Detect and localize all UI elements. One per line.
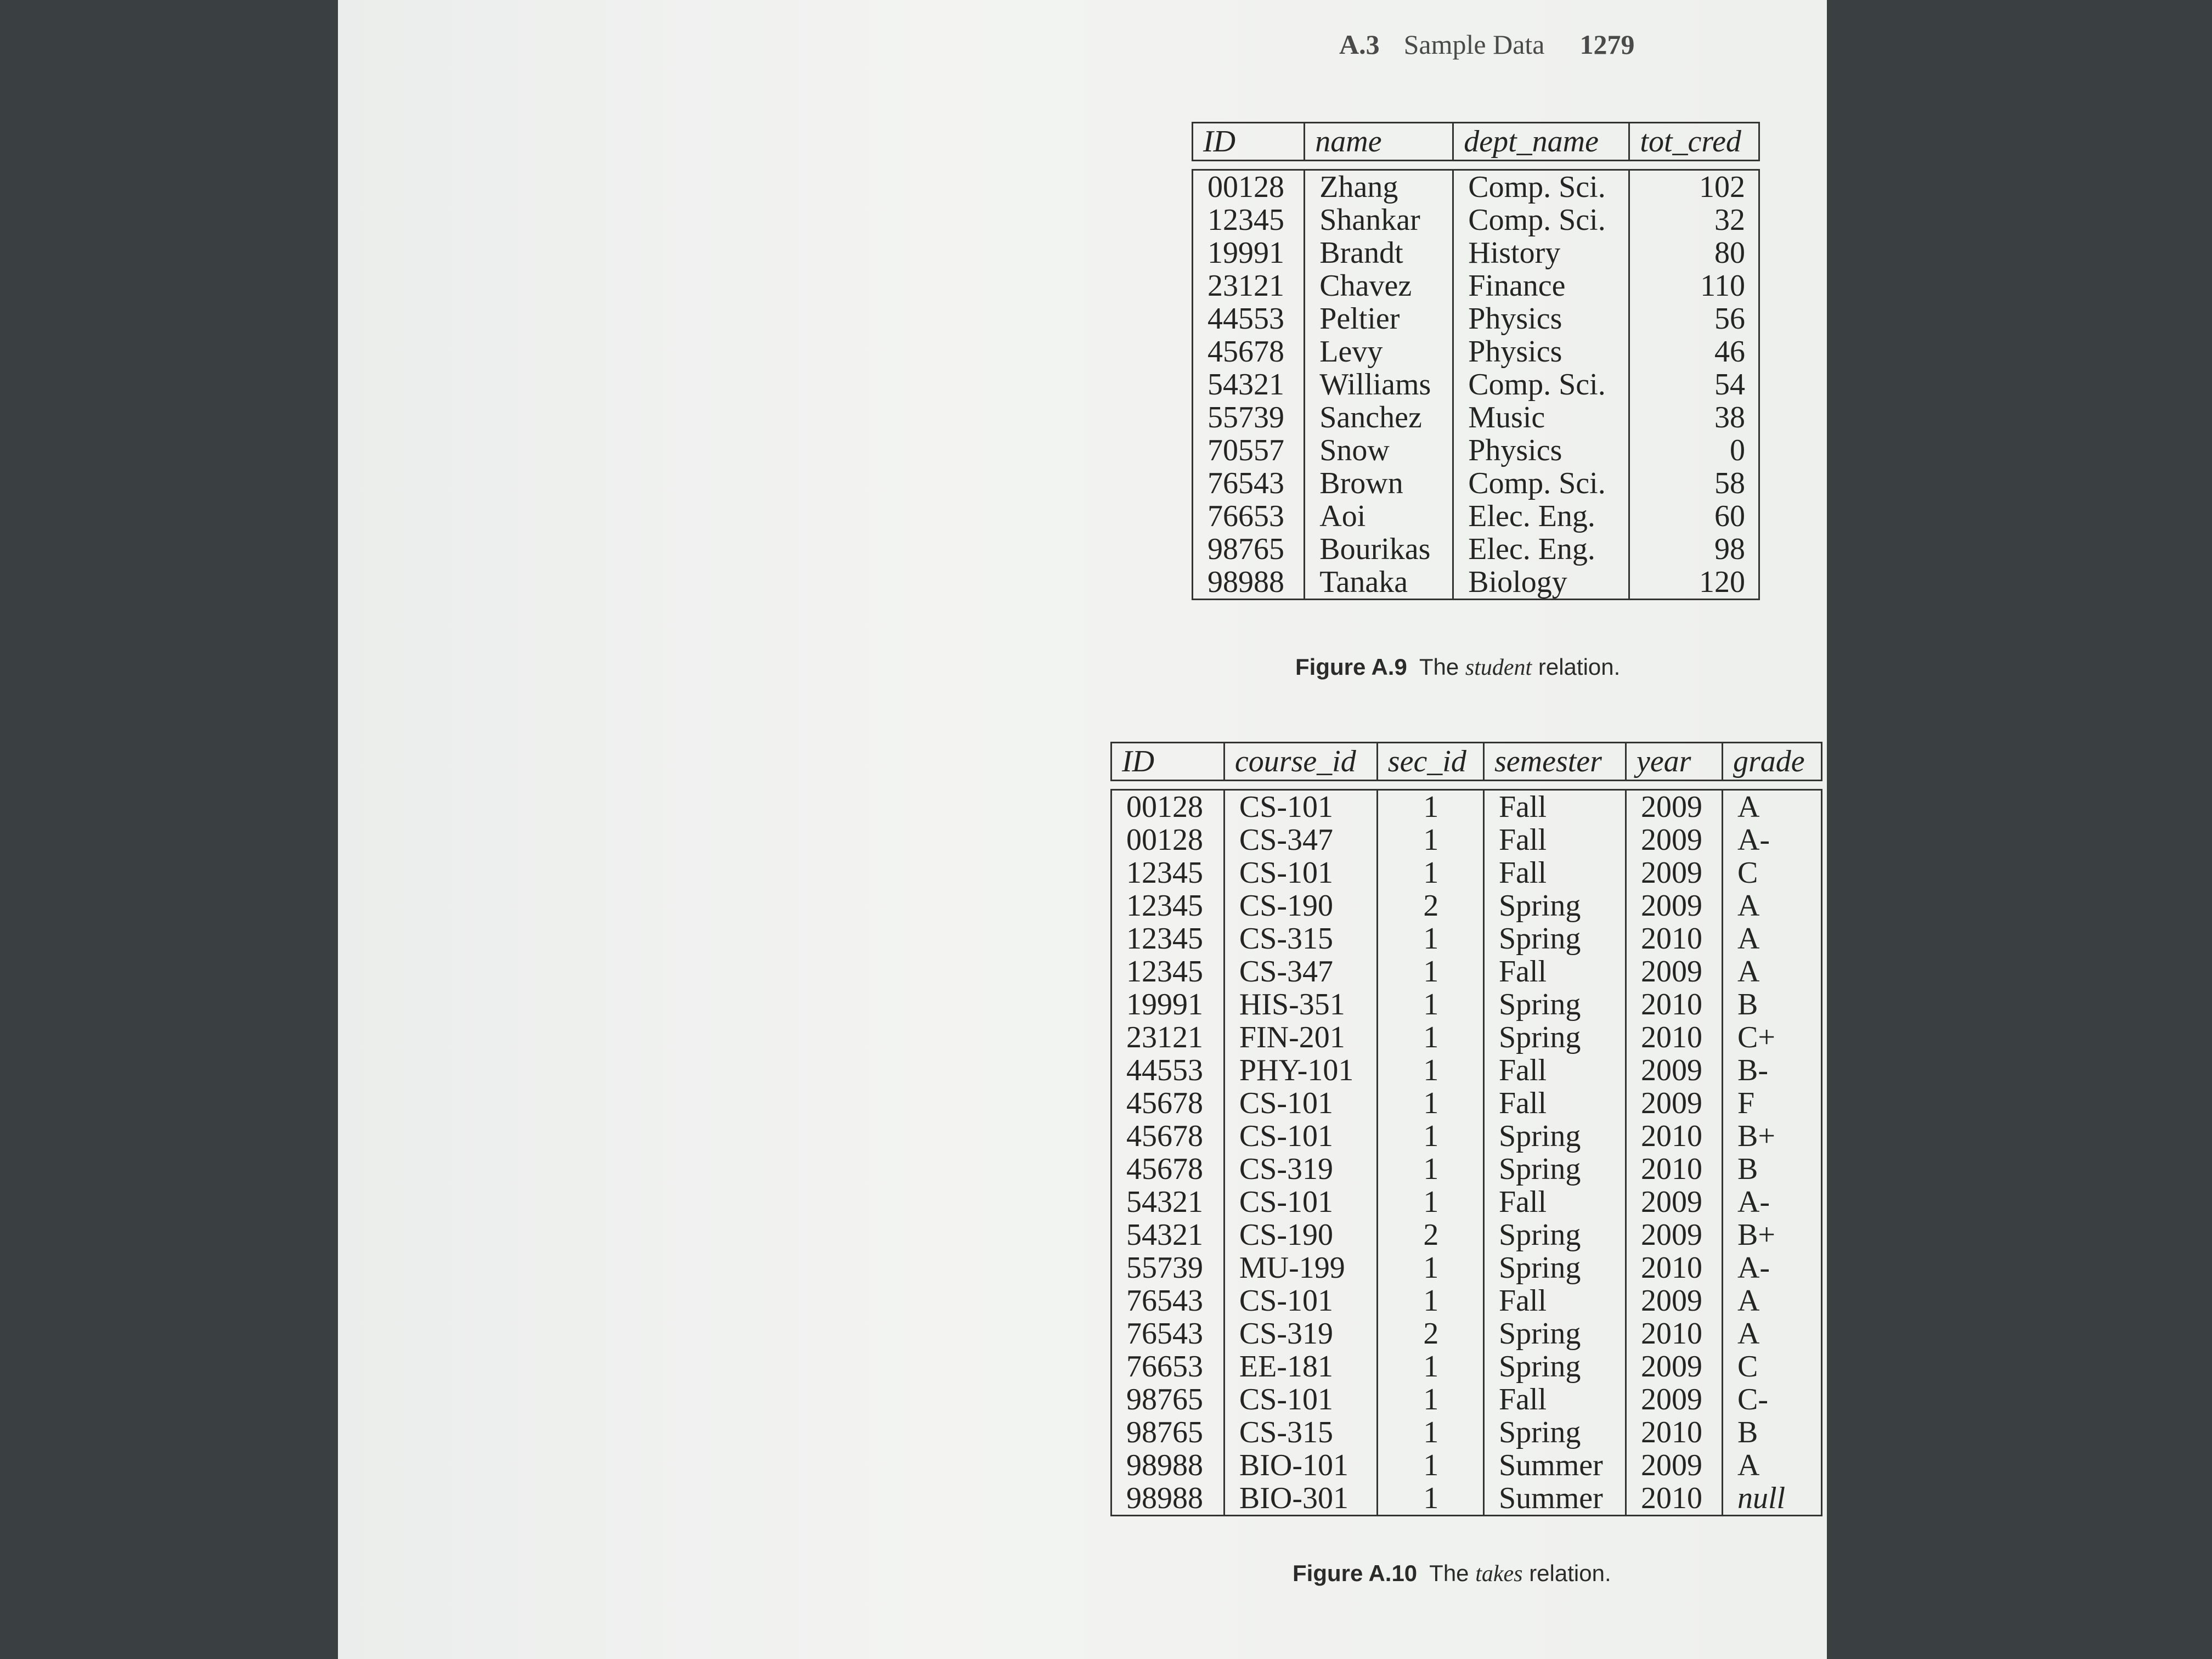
table-row	[1111, 1153, 1822, 1186]
tot-cred-cell: 38	[1629, 401, 1759, 434]
sec-id-cell: 1	[1377, 1416, 1483, 1449]
sec-id-cell: 2	[1377, 1317, 1483, 1350]
id-cell: 44553	[1193, 302, 1305, 335]
id-cell: 12345	[1111, 955, 1224, 988]
sec-id-cell: 1	[1377, 1054, 1483, 1087]
table-row	[1111, 1317, 1822, 1350]
table-row	[1193, 204, 1759, 236]
year-cell: 2009	[1626, 1449, 1722, 1482]
grade-cell: A	[1722, 1284, 1821, 1317]
student-col-name: name	[1305, 123, 1453, 161]
semester-cell: Spring	[1484, 1120, 1626, 1153]
year-cell: 2010	[1626, 1021, 1722, 1054]
running-head	[1339, 29, 1634, 60]
table-row	[1193, 335, 1759, 368]
course-id-cell: CS-101	[1224, 1186, 1377, 1218]
id-cell: 76543	[1111, 1284, 1224, 1317]
year-cell: 2009	[1626, 1383, 1722, 1416]
year-cell: 2009	[1626, 1350, 1722, 1383]
year-cell: 2009	[1626, 1186, 1722, 1218]
table-row	[1111, 1350, 1822, 1383]
semester-cell: Fall	[1484, 823, 1626, 856]
year-cell: 2010	[1626, 1251, 1722, 1284]
course-id-cell: CS-101	[1224, 790, 1377, 824]
student-col-id: ID	[1193, 123, 1305, 161]
semester-cell: Fall	[1484, 1054, 1626, 1087]
tot-cred-cell: 120	[1629, 566, 1759, 600]
figure-a9-caption	[1295, 654, 1620, 681]
name-cell: Snow	[1305, 434, 1453, 467]
id-cell: 00128	[1111, 790, 1224, 824]
year-cell: 2009	[1626, 955, 1722, 988]
grade-cell: B	[1722, 1416, 1821, 1449]
sec-id-cell: 1	[1377, 1383, 1483, 1416]
name-cell: Chavez	[1305, 269, 1453, 302]
dept-name-cell: Music	[1453, 401, 1629, 434]
table-row	[1193, 434, 1759, 467]
id-cell: 12345	[1111, 922, 1224, 955]
semester-cell: Spring	[1484, 1021, 1626, 1054]
sec-id-cell: 1	[1377, 790, 1483, 824]
semester-cell: Fall	[1484, 1087, 1626, 1120]
id-cell: 00128	[1111, 823, 1224, 856]
section-title: Sample Data	[1403, 29, 1545, 60]
table-row	[1111, 889, 1822, 922]
course-id-cell: CS-315	[1224, 922, 1377, 955]
table-row	[1111, 1021, 1822, 1054]
tot-cred-cell: 0	[1629, 434, 1759, 467]
semester-cell: Spring	[1484, 1251, 1626, 1284]
dept-name-cell: Comp. Sci.	[1453, 368, 1629, 401]
sec-id-cell: 1	[1377, 856, 1483, 889]
takes-col-id: ID	[1111, 743, 1224, 781]
table-row	[1193, 269, 1759, 302]
year-cell: 2009	[1626, 1054, 1722, 1087]
tot-cred-cell: 32	[1629, 204, 1759, 236]
course-id-cell: CS-190	[1224, 889, 1377, 922]
sec-id-cell: 1	[1377, 1186, 1483, 1218]
table-row	[1111, 856, 1822, 889]
figure-label: Figure A.10	[1293, 1560, 1418, 1586]
grade-cell: A-	[1722, 1251, 1821, 1284]
student-table-body	[1193, 170, 1759, 600]
table-row	[1193, 236, 1759, 269]
sec-id-cell: 1	[1377, 988, 1483, 1021]
table-row	[1193, 368, 1759, 401]
id-cell: 00128	[1193, 170, 1305, 204]
sec-id-cell: 1	[1377, 823, 1483, 856]
table-row	[1193, 302, 1759, 335]
course-id-cell: CS-190	[1224, 1218, 1377, 1251]
sec-id-cell: 1	[1377, 1153, 1483, 1186]
course-id-cell: PHY-101	[1224, 1054, 1377, 1087]
course-id-cell: FIN-201	[1224, 1021, 1377, 1054]
course-id-cell: CS-101	[1224, 1087, 1377, 1120]
takes-col-year: year	[1626, 743, 1722, 781]
dept-name-cell: Physics	[1453, 302, 1629, 335]
id-cell: 76543	[1193, 467, 1305, 500]
year-cell: 2010	[1626, 1416, 1722, 1449]
id-cell: 55739	[1193, 401, 1305, 434]
grade-cell: A-	[1722, 823, 1821, 856]
table-row	[1193, 533, 1759, 566]
course-id-cell: CS-347	[1224, 955, 1377, 988]
course-id-cell: CS-315	[1224, 1416, 1377, 1449]
grade-cell: B	[1722, 1153, 1821, 1186]
course-id-cell: CS-101	[1224, 1383, 1377, 1416]
year-cell: 2010	[1626, 1153, 1722, 1186]
year-cell: 2009	[1626, 856, 1722, 889]
table-row	[1111, 1449, 1822, 1482]
id-cell: 98988	[1193, 566, 1305, 600]
tot-cred-cell: 102	[1629, 170, 1759, 204]
course-id-cell: CS-101	[1224, 856, 1377, 889]
year-cell: 2009	[1626, 889, 1722, 922]
grade-cell: B-	[1722, 1054, 1821, 1087]
grade-cell: C	[1722, 856, 1821, 889]
course-id-cell: CS-319	[1224, 1317, 1377, 1350]
takes-col-semester: semester	[1484, 743, 1626, 781]
sec-id-cell: 1	[1377, 1449, 1483, 1482]
table-row	[1111, 955, 1822, 988]
semester-cell: Spring	[1484, 1153, 1626, 1186]
id-cell: 70557	[1193, 434, 1305, 467]
figure-label: Figure A.9	[1295, 654, 1407, 680]
tot-cred-cell: 56	[1629, 302, 1759, 335]
student-header-row	[1193, 123, 1759, 161]
sec-id-cell: 1	[1377, 922, 1483, 955]
tot-cred-cell: 98	[1629, 533, 1759, 566]
dept-name-cell: Physics	[1453, 335, 1629, 368]
course-id-cell: CS-319	[1224, 1153, 1377, 1186]
caption-text-after: relation.	[1529, 1560, 1611, 1586]
id-cell: 12345	[1111, 856, 1224, 889]
student-col-dept-name: dept_name	[1453, 123, 1629, 161]
semester-cell: Fall	[1484, 856, 1626, 889]
id-cell: 12345	[1111, 889, 1224, 922]
year-cell: 2010	[1626, 1317, 1722, 1350]
course-id-cell: CS-101	[1224, 1284, 1377, 1317]
header-gap	[1193, 161, 1759, 170]
table-row	[1111, 1416, 1822, 1449]
id-cell: 54321	[1193, 368, 1305, 401]
name-cell: Bourikas	[1305, 533, 1453, 566]
year-cell: 2009	[1626, 1087, 1722, 1120]
dept-name-cell: History	[1453, 236, 1629, 269]
table-row	[1111, 988, 1822, 1021]
tot-cred-cell: 46	[1629, 335, 1759, 368]
grade-cell: null	[1722, 1482, 1821, 1516]
caption-relation-name: takes	[1475, 1561, 1523, 1587]
semester-cell: Fall	[1484, 1383, 1626, 1416]
name-cell: Brown	[1305, 467, 1453, 500]
tot-cred-cell: 80	[1629, 236, 1759, 269]
table-row	[1111, 1186, 1822, 1218]
table-row	[1111, 823, 1822, 856]
id-cell: 98988	[1111, 1482, 1224, 1516]
dept-name-cell: Elec. Eng.	[1453, 500, 1629, 533]
sec-id-cell: 1	[1377, 1087, 1483, 1120]
sec-id-cell: 2	[1377, 889, 1483, 922]
semester-cell: Fall	[1484, 1186, 1626, 1218]
table-row	[1111, 1218, 1822, 1251]
course-id-cell: HIS-351	[1224, 988, 1377, 1021]
sec-id-cell: 2	[1377, 1218, 1483, 1251]
id-cell: 54321	[1111, 1218, 1224, 1251]
student-col-tot-cred: tot_cred	[1629, 123, 1759, 161]
course-id-cell: BIO-301	[1224, 1482, 1377, 1516]
course-id-cell: MU-199	[1224, 1251, 1377, 1284]
tot-cred-cell: 60	[1629, 500, 1759, 533]
grade-cell: A	[1722, 922, 1821, 955]
dept-name-cell: Comp. Sci.	[1453, 170, 1629, 204]
id-cell: 45678	[1193, 335, 1305, 368]
semester-cell: Spring	[1484, 1317, 1626, 1350]
tot-cred-cell: 110	[1629, 269, 1759, 302]
name-cell: Shankar	[1305, 204, 1453, 236]
year-cell: 2009	[1626, 1284, 1722, 1317]
dept-name-cell: Finance	[1453, 269, 1629, 302]
name-cell: Peltier	[1305, 302, 1453, 335]
name-cell: Levy	[1305, 335, 1453, 368]
name-cell: Tanaka	[1305, 566, 1453, 600]
table-row	[1193, 170, 1759, 204]
grade-cell: A-	[1722, 1186, 1821, 1218]
table-row	[1111, 1087, 1822, 1120]
grade-cell: F	[1722, 1087, 1821, 1120]
table-row	[1193, 401, 1759, 434]
grade-cell: B+	[1722, 1218, 1821, 1251]
id-cell: 76653	[1111, 1350, 1224, 1383]
figure-a10-caption	[1293, 1560, 1611, 1587]
semester-cell: Fall	[1484, 790, 1626, 824]
id-cell: 23121	[1111, 1021, 1224, 1054]
semester-cell: Spring	[1484, 922, 1626, 955]
id-cell: 44553	[1111, 1054, 1224, 1087]
table-row	[1111, 922, 1822, 955]
semester-cell: Fall	[1484, 955, 1626, 988]
grade-cell: A	[1722, 1317, 1821, 1350]
grade-cell: C	[1722, 1350, 1821, 1383]
id-cell: 54321	[1111, 1186, 1224, 1218]
table-row	[1111, 1482, 1822, 1516]
id-cell: 12345	[1193, 204, 1305, 236]
semester-cell: Spring	[1484, 1350, 1626, 1383]
table-row	[1111, 1054, 1822, 1087]
id-cell: 55739	[1111, 1251, 1224, 1284]
dept-name-cell: Comp. Sci.	[1453, 204, 1629, 236]
dept-name-cell: Biology	[1453, 566, 1629, 600]
caption-text-before: The	[1419, 654, 1459, 680]
sec-id-cell: 1	[1377, 1251, 1483, 1284]
takes-header-row	[1111, 743, 1822, 781]
book-page	[338, 0, 1827, 1659]
id-cell: 19991	[1111, 988, 1224, 1021]
takes-col-sec-id: sec_id	[1377, 743, 1483, 781]
semester-cell: Fall	[1484, 1284, 1626, 1317]
year-cell: 2009	[1626, 790, 1722, 824]
id-cell: 23121	[1193, 269, 1305, 302]
caption-text-after: relation.	[1538, 654, 1621, 680]
semester-cell: Spring	[1484, 1218, 1626, 1251]
id-cell: 98765	[1111, 1416, 1224, 1449]
takes-col-course-id: course_id	[1224, 743, 1377, 781]
year-cell: 2009	[1626, 823, 1722, 856]
semester-cell: Spring	[1484, 889, 1626, 922]
dept-name-cell: Physics	[1453, 434, 1629, 467]
year-cell: 2009	[1626, 1218, 1722, 1251]
grade-cell: A	[1722, 790, 1821, 824]
sec-id-cell: 1	[1377, 1021, 1483, 1054]
table-row	[1111, 1251, 1822, 1284]
table-row	[1193, 467, 1759, 500]
semester-cell: Spring	[1484, 1416, 1626, 1449]
caption-text-before: The	[1429, 1560, 1469, 1586]
grade-cell: C+	[1722, 1021, 1821, 1054]
course-id-cell: CS-101	[1224, 1120, 1377, 1153]
year-cell: 2010	[1626, 988, 1722, 1021]
table-row	[1111, 1383, 1822, 1416]
id-cell: 98988	[1111, 1449, 1224, 1482]
section-number: A.3	[1339, 29, 1380, 60]
semester-cell: Summer	[1484, 1449, 1626, 1482]
id-cell: 76543	[1111, 1317, 1224, 1350]
grade-cell: C-	[1722, 1383, 1821, 1416]
id-cell: 98765	[1193, 533, 1305, 566]
grade-cell: A	[1722, 955, 1821, 988]
name-cell: Brandt	[1305, 236, 1453, 269]
grade-cell: A	[1722, 1449, 1821, 1482]
id-cell: 45678	[1111, 1120, 1224, 1153]
tot-cred-cell: 58	[1629, 467, 1759, 500]
id-cell: 98765	[1111, 1383, 1224, 1416]
semester-cell: Summer	[1484, 1482, 1626, 1516]
semester-cell: Spring	[1484, 988, 1626, 1021]
name-cell: Sanchez	[1305, 401, 1453, 434]
tot-cred-cell: 54	[1629, 368, 1759, 401]
sec-id-cell: 1	[1377, 1350, 1483, 1383]
sec-id-cell: 1	[1377, 1120, 1483, 1153]
sec-id-cell: 1	[1377, 955, 1483, 988]
student-relation-table	[1192, 122, 1760, 600]
course-id-cell: EE-181	[1224, 1350, 1377, 1383]
table-row	[1193, 500, 1759, 533]
year-cell: 2010	[1626, 1482, 1722, 1516]
course-id-cell: CS-347	[1224, 823, 1377, 856]
year-cell: 2010	[1626, 922, 1722, 955]
name-cell: Williams	[1305, 368, 1453, 401]
header-gap	[1111, 781, 1822, 790]
name-cell: Zhang	[1305, 170, 1453, 204]
name-cell: Aoi	[1305, 500, 1453, 533]
grade-cell: B+	[1722, 1120, 1821, 1153]
course-id-cell: BIO-101	[1224, 1449, 1377, 1482]
id-cell: 45678	[1111, 1087, 1224, 1120]
caption-relation-name: student	[1465, 655, 1532, 680]
table-row	[1111, 790, 1822, 824]
dept-name-cell: Comp. Sci.	[1453, 467, 1629, 500]
sec-id-cell: 1	[1377, 1284, 1483, 1317]
grade-cell: A	[1722, 889, 1821, 922]
takes-relation-table	[1110, 742, 1822, 1516]
id-cell: 45678	[1111, 1153, 1224, 1186]
table-row	[1193, 566, 1759, 600]
takes-col-grade: grade	[1722, 743, 1821, 781]
id-cell: 19991	[1193, 236, 1305, 269]
table-row	[1111, 1120, 1822, 1153]
dept-name-cell: Elec. Eng.	[1453, 533, 1629, 566]
takes-table-body	[1111, 790, 1822, 1516]
grade-cell: B	[1722, 988, 1821, 1021]
id-cell: 76653	[1193, 500, 1305, 533]
page-number: 1279	[1579, 29, 1635, 60]
year-cell: 2010	[1626, 1120, 1722, 1153]
sec-id-cell: 1	[1377, 1482, 1483, 1516]
table-row	[1111, 1284, 1822, 1317]
